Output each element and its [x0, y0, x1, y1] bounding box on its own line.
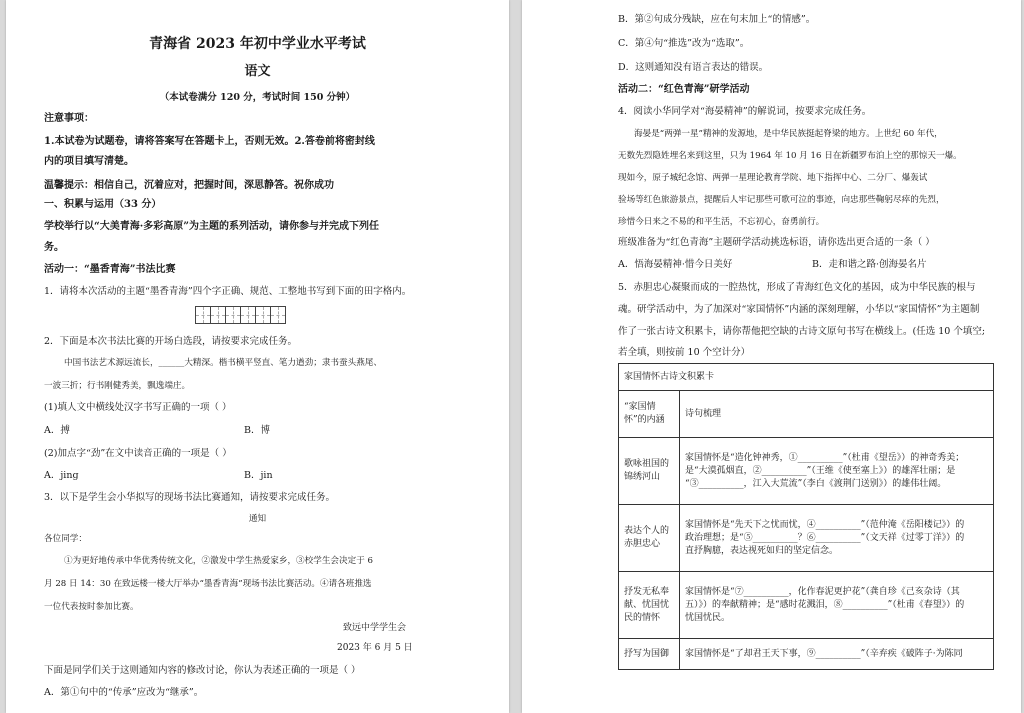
- card-header-left: “家国情怀”的内涵: [619, 391, 680, 438]
- question-4-task: 班级准备为“红色青海”主题研学活动挑选标语，请你选出更合适的一条（ ）: [618, 237, 935, 248]
- speech-line-2: 无数先烈隐姓埋名来到这里，只为 1964 年 10 月 16 日在新疆罗布泊上空的那惊天一爆。: [618, 151, 962, 161]
- card-line: 忧国忧民。: [685, 612, 731, 623]
- exam-title: 青海省 2023 年初中学业水平考试: [149, 36, 366, 52]
- intro-line-1: 学校举行以“大美青海·多彩高原”为主题的系列活动，请你参与并完成下列任: [44, 221, 379, 232]
- card-line: 直抒胸臆，表达视死如归的坚定信念。: [685, 545, 839, 556]
- question-3: 3．以下是学生会小华拟写的现场书法比赛通知，请按要求完成任务。: [44, 492, 336, 503]
- grid-cell: [255, 306, 271, 324]
- option-2a: A．jing: [44, 470, 79, 481]
- discussion-question: 下面是同学们关于这则通知内容的修改讨论，你认为表述正确的一项是（ ）: [44, 665, 361, 676]
- card-row-label: 抒发无私奉献、忧国忧民的情怀: [619, 572, 680, 639]
- card-row-label: 歌咏祖国的锦绣河山: [619, 438, 680, 505]
- passage-line-2: 一波三折；行书刚健秀美，飘逸端庄。: [44, 381, 191, 391]
- option-3c: C．第④句“推选”改为“选取”。: [618, 38, 750, 49]
- grid-cell: [210, 306, 226, 324]
- question-2: 2．下面是本次书法比赛的开场白选段，请按要求完成任务。: [44, 336, 298, 347]
- question-5-line-4: 若全填，则按前 10 个空计分）: [618, 347, 751, 358]
- question-1: 1．请将本次活动的主题“墨香青海”四个字正确、规范、工整地书写到下面的田字格内。: [44, 286, 412, 297]
- tianzi-grid: [195, 306, 285, 324]
- card-line: 家国情怀是“造化钟神秀，①__________”（杜甫《望岳》）的神奇秀美；: [685, 452, 965, 463]
- subject-title: 语文: [244, 64, 271, 79]
- card-row-content: [680, 505, 994, 572]
- grid-cell: [240, 306, 256, 324]
- tip-line: 温馨提示：相信自己，沉着应对，把握时间，深思静答。祝你成功: [44, 180, 334, 191]
- notice-body-1: ①为更好地传承中华优秀传统文化，②激发中学生热爱家乡，③校学生会决定于 6: [64, 556, 373, 566]
- grid-cell: [270, 306, 286, 324]
- option-1b: B．博: [244, 425, 270, 436]
- question-5-line-3: 作了一张古诗文积累卡，请你帮他把空缺的古诗文原句书写在横线上。(任选 10 个填空;: [618, 326, 986, 337]
- notice-title: 通知: [248, 514, 267, 524]
- notice-line-2: 内的项目填写清楚。: [44, 156, 134, 167]
- card-row: [619, 572, 994, 639]
- passage-line-1: 中国书法艺术源远流长，______大精深。楷书横平竖直、笔力遒劲；隶书蚕头燕尾、: [64, 358, 382, 368]
- notice-signature: 致远中学学生会: [343, 623, 407, 633]
- intro-line-2: 务。: [44, 242, 64, 253]
- card-title: 家国情怀古诗文积累卡: [619, 364, 994, 391]
- notice-body-3: 一位代表按时参加比赛。: [44, 602, 139, 612]
- notice-line-1: 1.本试卷为试题卷，请将答案写在答题卡上，否则无效。2.答卷前将密封线: [44, 136, 375, 147]
- question-5-line-1: 5．赤胆忠心凝聚而成的一腔热忱，形成了青海红色文化的基因，成为中华民族的根与: [618, 282, 976, 293]
- card-line: 是“大漠孤烟直，②__________”（王维《使至塞上》）的雄浑壮丽；是: [685, 465, 956, 476]
- card-row-label: 表达个人的赤胆忠心: [619, 505, 680, 572]
- option-4b: B．走和谐之路·创海晏名片: [812, 259, 927, 270]
- notice-date: 2023 年 6 月 5 日: [337, 643, 413, 653]
- notice-greeting: 各位同学：: [44, 534, 87, 544]
- exam-page-left: [6, 0, 509, 713]
- question-4: 4．阅读小华同学对“海晏精神”的解说词，按要求完成任务。: [618, 106, 872, 117]
- card-row: [619, 505, 994, 572]
- speech-line-3: 现如今，原子城纪念馆、两弹一星理论教育学院、地下指挥中心、二分厂、爆轰试: [618, 173, 928, 183]
- poetry-card-table: [618, 363, 994, 670]
- activity-1-heading: 活动一：“墨香青海”书法比赛: [44, 264, 176, 275]
- exam-page-right: [522, 0, 1021, 713]
- card-row: [619, 639, 994, 670]
- speech-line-4: 验场等红色旅游景点，提醒后人牢记那些可歌可泣的事迹，向忠那些鞠躬尽瘁的先烈，: [618, 195, 945, 205]
- speech-line-5: 珍惜今日来之不易的和平生活，不忘初心，奋勇前行。: [618, 217, 825, 227]
- option-1a: A．搏: [44, 425, 70, 436]
- sub-question-2: (2)加点字“劲”在文中读音正确的一项是（ ）: [44, 448, 232, 459]
- option-4a: A．悟海晏精神·惜今日美好: [618, 259, 733, 270]
- option-3b: B．第②句成分残缺，应在句末加上“的情感”。: [618, 14, 816, 25]
- exam-info: （本试卷满分 120 分，考试时间 150 分钟）: [159, 92, 356, 103]
- card-row-label: 抒写为国御: [619, 639, 680, 670]
- speech-line-1: 海晏是“两弹一星”精神的发源地，是中华民族挺起脊梁的地方。上世纪 60 年代，: [634, 129, 943, 139]
- card-row-content: [680, 572, 994, 639]
- card-line: 政治理想；是“⑤__________？⑥__________”（文天祥《过零丁洋》）的: [685, 532, 965, 543]
- option-2b: B．jin: [244, 470, 273, 481]
- card-header-right: 诗句梳理: [680, 391, 994, 438]
- card-line: 家国情怀是“先天下之忧而忧，④__________”（范仲淹《岳阳楼记》）的: [685, 519, 965, 530]
- sub-question-1: (1)填人文中横线处汉字书写正确的一项（ ）: [44, 402, 232, 413]
- notice-body-2: 月 28 日 14：30 在致远楼一楼大厅举办“墨香青海”现场书法比赛活动。④请各班推选: [44, 579, 372, 589]
- card-line: “③__________，江入大荒流”（李白《渡荆门送别》）的雄伟壮阔。: [685, 478, 947, 489]
- option-3d: D．这则通知没有语言表达的错误。: [618, 62, 769, 73]
- card-title-row: [619, 364, 994, 391]
- card-line: 家国情怀是“了却君王天下事，⑨__________”（辛弃疾《破阵子·为陈同: [685, 648, 963, 659]
- grid-cell: [195, 306, 211, 324]
- card-line: 五）》）的奉献精神；是“感时花溅泪，⑧__________”（杜甫《春望》）的: [685, 599, 965, 610]
- option-3a: A．第①句中的“传承”应改为“继承”。: [44, 687, 204, 698]
- card-line: 家国情怀是“⑦__________，化作春泥更护花”（龚自珍《己亥杂诗（其: [685, 586, 960, 597]
- card-row-content: [680, 639, 994, 670]
- card-row: [619, 438, 994, 505]
- question-5-line-2: 魂。研学活动中，为了加深对“家国情怀”内涵的深刻理解，小华以“家国情怀”为主题制: [618, 304, 980, 315]
- activity-2-heading: 活动二：“红色青海”研学活动: [618, 84, 750, 95]
- card-row-content: [680, 438, 994, 505]
- grid-cell: [225, 306, 241, 324]
- notice-heading: 注意事项：: [44, 113, 94, 124]
- section-heading: 一、积累与运用（33 分）: [44, 199, 162, 210]
- card-header-row: [619, 391, 994, 438]
